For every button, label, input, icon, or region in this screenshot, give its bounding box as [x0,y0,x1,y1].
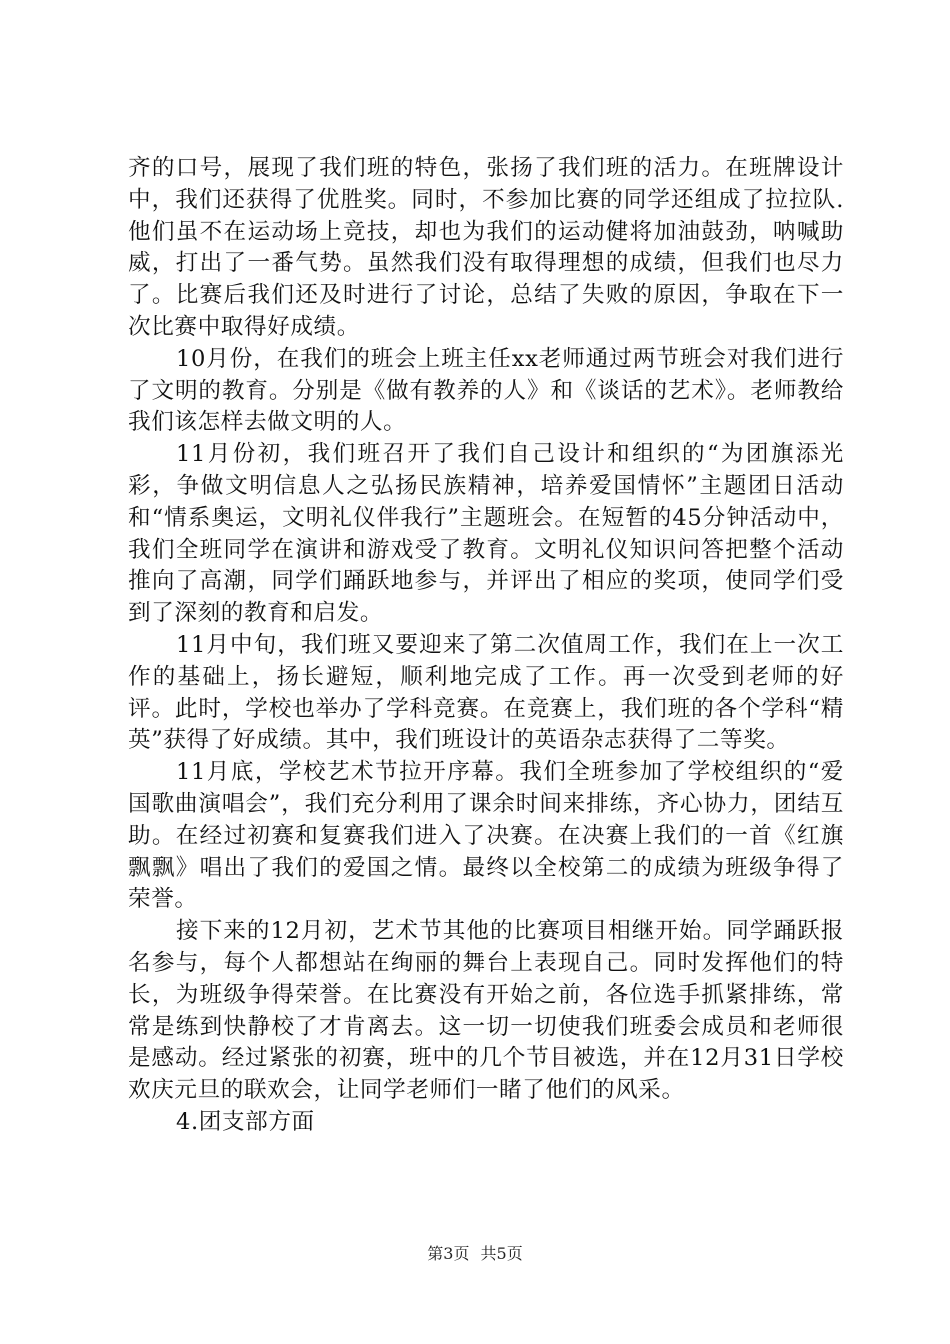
section-heading: 4.团支部方面 [176,1108,315,1135]
document-body [128,153,844,1139]
paragraph-november-early: 11月份初，我们班召开了我们自己设计和组织的“为团旗添光彩，争做文明信息人之弘扬民族精神，培养爱国情怀”主题团日活动和“情系奥运，文明礼仪伴我行”主题班会。在短暂的45分钟活动中，我们全班同学在演讲和游戏受了教育。文明礼仪知识问答把整个活动推向了高潮，同学们踊跃地参与，并评出了相应的奖项，使同学们受到了深刻的教育和启发。 [128,441,844,627]
paragraph-continuation: 齐的口号，展现了我们班的特色，张扬了我们班的活力。在班牌设计中，我们还获得了优胜奖。同时，不参加比赛的同学还组成了拉拉队.他们虽不在运动场上竞技，却也为我们的运动健将加油鼓劲，呐喊助威，打出了一番气势。虽然我们没有取得理想的成绩，但我们也尽力了。比赛后我们还及时进行了讨论，总结了失败的原因，争取在下一次比赛中取得好成绩。 [128,155,844,340]
paragraph-december: 接下来的12月初，艺术节其他的比赛项目相继开始。同学踊跃报名参与，每个人都想站在绚丽的舞台上表现自己。同时发挥他们的特长，为班级争得荣誉。在比赛没有开始之前，各位选手抓紧排练，常常是练到快静校了才肯离去。这一切一切使我们班委会成员和老师很是感动。经过紧张的初赛，班中的几个节目被选，并在12月31日学校欢庆元旦的联欢会，让同学老师们一睹了他们的风采。 [128,918,844,1104]
page-total: 共5页 [480,1244,523,1263]
page-number: 第3页 [427,1244,470,1263]
page-footer [0,1244,950,1264]
paragraph-october: 10月份，在我们的班会上班主任xx老师通过两节班会对我们进行了文明的教育。分别是《做有教养的人》和《谈话的艺术》。老师教给我们该怎样去做文明的人。 [128,345,844,436]
paragraph-november-mid: 11月中旬，我们班又要迎来了第二次值周工作，我们在上一次工作的基础上，扬长避短，顺利地完成了工作。再一次受到老师的好评。此时，学校也举办了学科竞赛。在竞赛上，我们班的各个学科“精英”获得了好成绩。其中，我们班设计的英语杂志获得了二等奖。 [128,631,844,754]
paragraph-november-end: 11月底，学校艺术节拉开序幕。我们全班参加了学校组织的“爱国歌曲演唱会”，我们充分利用了课余时间来排练，齐心协力，团结互助。在经过初赛和复赛我们进入了决赛。在决赛上我们的一首《红旗飘飘》唱出了我们的爱国之情。最终以全校第二的成绩为班级争得了荣誉。 [128,759,844,913]
